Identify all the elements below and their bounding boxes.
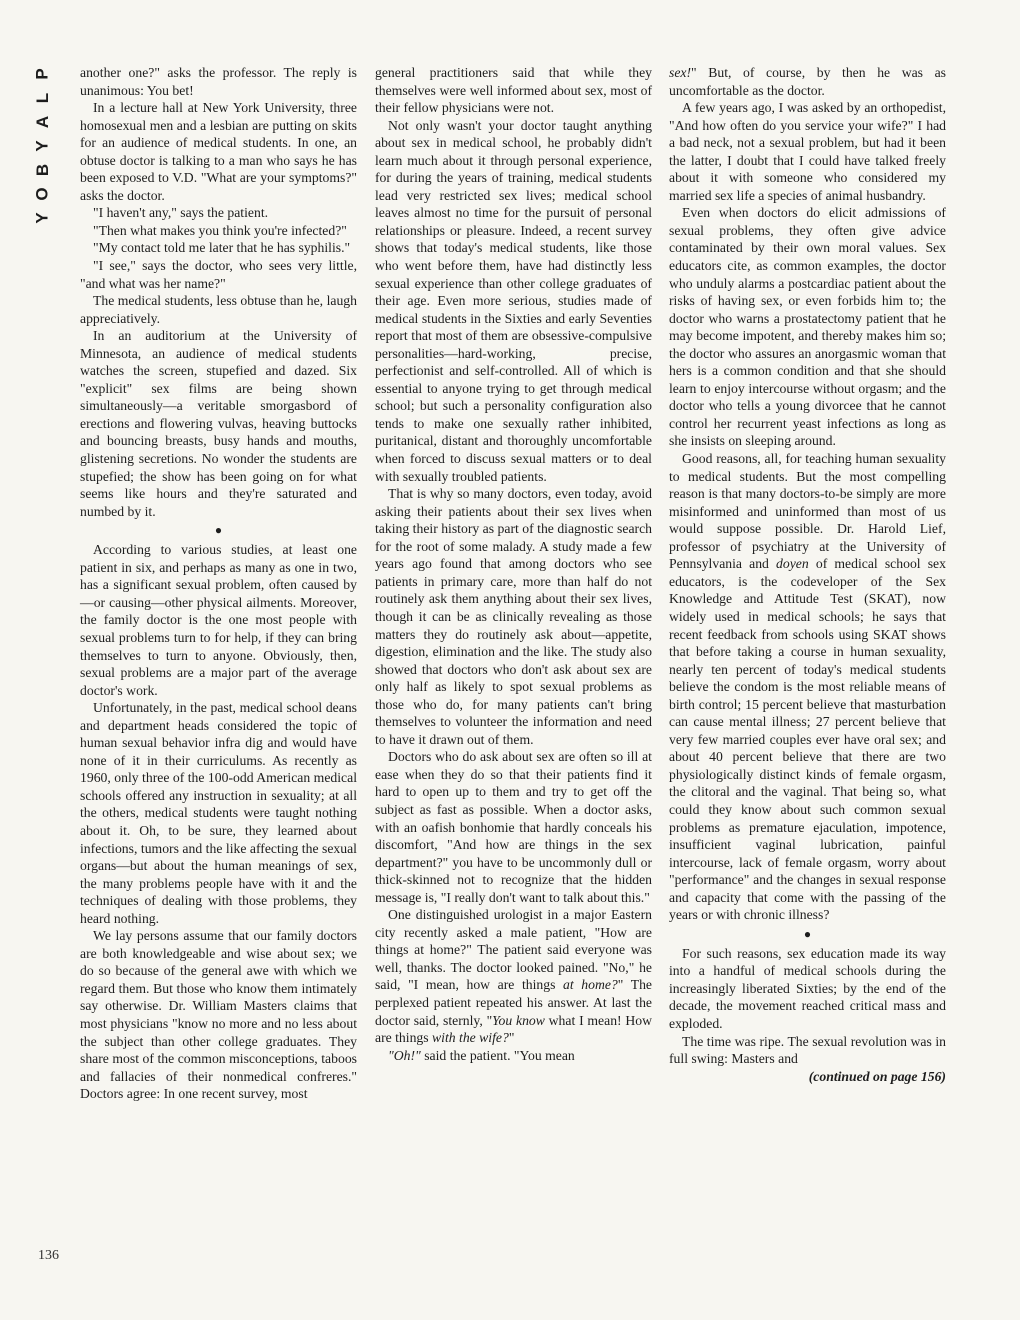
paragraph: The time was ripe. The sexual revolution was in full swing: Masters and: [669, 1033, 946, 1067]
paragraph: [375, 1047, 652, 1065]
paragraph: "Then what makes you think you're infected?": [93, 222, 347, 238]
masthead-letter: Y: [33, 140, 52, 152]
masthead-letter: L: [32, 92, 52, 104]
paragraph: another one?" asks the professor. The reply is unanimous: You bet!: [80, 65, 357, 98]
paragraph: Not only wasn't your doctor taught anything about sex in medical school, he probably didn't learn much about it through personal experience, for during the years of training, medical students lead very restricted sex lives; medical school leaves almost no time for the pursuit of personal relationships or pleasure. Indeed, a recent survey shows that today's medical students, like those who went before them, have had distinctly less sexual experience than other college graduates of their age. Even more serious, studies made of medical students in the Sixties and early Seventies report that most of them are obsessive-compulsive personalities—hard-working, precise, perfectionist and self-controlled. All of which is essential to anyone trying to get through medical school; but such a personality configuration also tends to make one sexually rather inhibited, puritanical, distant and thoroughly uncomfortable when forced to discuss sexual matters or to deal with sexually troubled patients.: [375, 117, 652, 484]
paragraph: We lay persons assume that our family doctors are both knowledgeable and wise about sex; we do so because of the general awe with which we regard them. But those who know them intimately say otherwise. Dr. William Masters claims that most physicians "know no more and no less about the subject than other college graduates. They share most of the common misconceptions, taboos and fallacies of their nonmedical confreres." Doctors agree: In one recent survey, most: [80, 928, 357, 1102]
article-column-2: [375, 64, 652, 1064]
text-run: ": [508, 1030, 515, 1046]
masthead-letter: B: [33, 163, 52, 177]
emphasis: "Oh!": [388, 1047, 421, 1063]
paragraph: That is why so many doctors, even today, avoid asking their patients about their sex lives when taking their history as part of the diagnostic search for the root of some malady. A study made a few years ago found that among doctors who see patients in primary care, more than half do not routinely ask them anything about their sex lives, though it can be as clinically revealing as those matters they do routinely ask about—appetite, digestion, elimination and the like. The study also showed that doctors who don't ask about sex are only half as likely to spot sexual problems as those who do, for many patients can't bring themselves to volunteer the information and need to have it drawn out of them.: [375, 486, 652, 747]
paragraph: The medical students, less obtuse than he, laugh appreciatively.: [80, 293, 357, 326]
paragraph: [669, 450, 946, 924]
paragraph: Even when doctors do elicit admissions of sexual problems, they often give advice contaminated by their own moral values. Sex educators cite, as common examples, the doctor who unduly alarms a postcardiac patient about the risks of having sex, or even forbids him to; the doctor who warns a prostatectomy patient that he may become impotent, and thereby makes him so; the doctor who assures an anorgasmic woman that hers is a common condition and that she should learn to enjoy intercourse without orgasm; and the doctor who tells a young divorcee that he cannot control her recurrent yeast infections as long as she insists on sleeping around.: [669, 205, 946, 449]
masthead-letter: P: [33, 68, 52, 80]
page-number: 136: [38, 1248, 59, 1263]
emphasis: You know: [492, 1012, 545, 1028]
emphasis: at home?: [563, 977, 618, 993]
paragraph: For such reasons, sex education made its way into a handful of medical schools during the increasingly liberated Sixties; by the end of the decade, the movement reached critical mass and exploded.: [669, 945, 946, 1031]
section-divider-bullet: ●: [214, 523, 223, 538]
playboy-masthead: [28, 62, 58, 230]
paragraph: According to various studies, at least one patient in six, and perhaps as many as one in two, has a significant sexual problem, often caused by—or causing—other physical ailments. Moreover, the family doctor is the one most people with sexual problems turn to for help, if they can bring themselves to turn to anyone. Obviously, then, sexual problems are a major part of the average doctor's work.: [80, 542, 357, 698]
section-divider-bullet: ●: [803, 926, 812, 941]
continued-on-page: (continued on page 156): [808, 1068, 946, 1084]
article-column-1: [80, 64, 357, 1103]
text-run: One distinguished urologist in a major Eastern city recently asked a male patient, "How are things at home?" The patient said everyone was well, thanks. The doctor looked pained. "No," he said, "I mean, how are things: [375, 907, 652, 993]
paragraph: Doctors who do ask about sex are often so ill at ease when they do so that their patients find it hard to open up to them and try to get off the subject as fast as possible. When a doctor asks, with an oafish bonhomie that hardly conceals his discomfort, "And how are things in the sex department?" you have to be uncommonly dull or thick-skinned not to recognize that the hidden message is, "I really don't want to talk about this.": [375, 749, 652, 905]
paragraph: "I see," says the doctor, who sees very little, "and what was her name?": [80, 258, 357, 291]
paragraph: "I haven't any," says the patient.: [93, 205, 269, 221]
paragraph: Unfortunately, in the past, medical school deans and department heads considered the topic of human sexual behavior infra dig and would have none of it in their curriculums. As recently as 1960, only three of the 100-odd American medical schools offered any instruction in sexuality; at all the others, medical students were taught nothing about it. Oh, to be sure, they learned about infections, tumors and the like affecting the sexual organs—but about the human meanings of sex, the many problems people have with it and the techniques of dealing with those problems, they heard nothing.: [80, 700, 357, 926]
paragraph: [669, 64, 946, 99]
article-column-3: [669, 64, 946, 1085]
paragraph: In a lecture hall at New York University, three homosexual men and a lesbian are putting on skits for an audience of medical students. In one, an obtuse doctor is talking to a man who says he has been exposed to V.D. "What are your symptoms?" asks the doctor.: [80, 100, 357, 203]
emphasis: doyen: [776, 556, 809, 572]
masthead-letter: O: [32, 187, 52, 201]
paragraph: general practitioners said that while they themselves were well informed about sex, most of their fellow physicians were not.: [375, 65, 652, 116]
text-run: Good reasons, all, for teaching human sexuality to medical students. But the most compelling reason is that many doctors-to-be simply are more misinformed and uninformed than most of us would suppose possible. Dr. Harold Lief, professor of psychiatry at the University of Pennsylvania and: [669, 451, 946, 572]
text-run: what I mean! How are things: [375, 1012, 652, 1046]
text-run: " But, of course, by then he was as uncomfortable as the doctor.: [669, 65, 946, 98]
masthead-letter: Y: [33, 212, 52, 224]
emphasis: with the wife?: [432, 1030, 509, 1046]
paragraph: [375, 906, 652, 1046]
emphasis: sex!: [669, 65, 692, 80]
paragraph: "My contact told me later that he has syphilis.": [93, 240, 351, 256]
text-run: said the patient. "You mean: [420, 1047, 575, 1063]
masthead-letter: A: [33, 115, 52, 129]
text-run: of medical school sex educators, is the codeveloper of the Sex Knowledge and Attitude Test (SKAT), now widely used in medical schools; he says that recent feedback from schools using SKAT shows that before taking a course in human sexuality, nearly ten percent of today's medical students believe the condom is the most reliable means of birth control; 15 percent believe that masturbation can cause mental illness; 27 percent believe that very few married couples ever have oral sex; and about 40 percent believe that there are two physiologically distinct kinds of female orgasm, the clitoral and the vaginal. That being so, what could they know about such common sexual problems as premature ejaculation, impotence, insufficient vaginal lubrication, painful intercourse, lack of female orgasm, worry about "performance" and the changes in sexual response and capacity that come with the passing of the years or with chronic illness?: [669, 556, 946, 923]
paragraph: In an auditorium at the University of Minnesota, an audience of medical students watches the screen, stupefied and dazed. Six "explicit" sex films are being shown simultaneously—a veritable smorgasbord of erections and flowering vulvas, heaving buttocks and bouncing breasts, busy hands and mouths, glistening secretions. No wonder the students are stupefied; the show has been going on for what seems like hours and they're saturated and numbed by it.: [80, 328, 357, 519]
paragraph: A few years ago, I was asked by an orthopedist, "And how often do you service your wife?" I had a bad neck, not a sexual problem, but had it been the latter, I doubt that I could have talked freely about it with someone who considered my married sex life a species of animal husbandry.: [669, 100, 946, 203]
text-run: " The perplexed patient repeated his answer. At last the doctor said, sternly, ": [375, 977, 653, 1028]
